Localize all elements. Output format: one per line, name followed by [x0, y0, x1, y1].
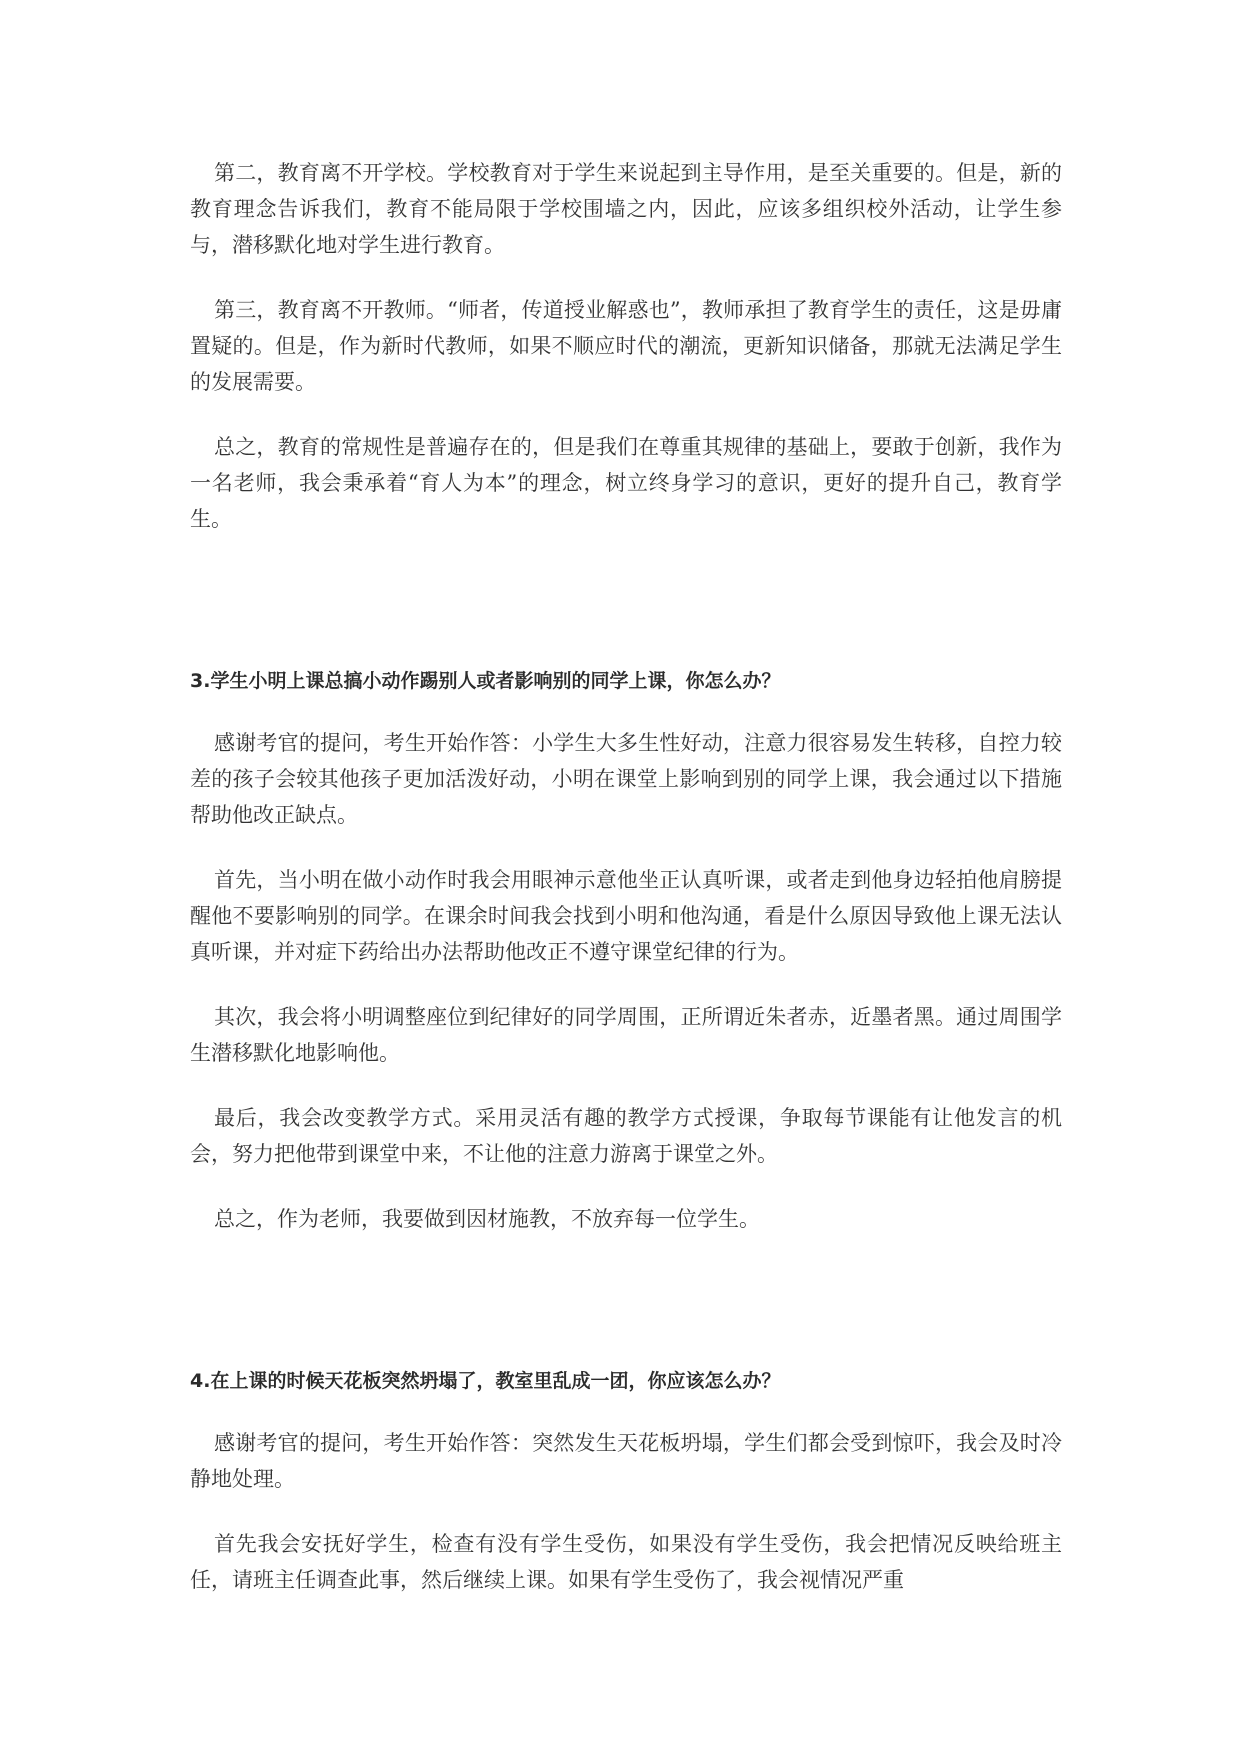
paragraph: 第三，教育离不开教师。“师者，传道授业解惑也”，教师承担了教育学生的责任，这是毋庸置疑的。但是，作为新时代教师，如果不顺应时代的潮流，更新知识储备，那就无法满足学生的发展需要。	[190, 298, 1062, 394]
question-heading: 3.学生小明上课总搞小动作踢别人或者影响别的同学上课，你怎么办？	[190, 670, 781, 692]
paragraph: 总之，教育的常规性是普遍存在的，但是我们在尊重其规律的基础上，要敢于创新，我作为一名老师，我会秉承着“育人为本”的理念，树立终身学习的意识，更好的提升自己，教育学生。	[190, 435, 1062, 531]
paragraph: 其次，我会将小明调整座位到纪律好的同学周围，正所谓近朱者赤，近墨者黑。通过周围学生潜移默化地影响他。	[190, 1005, 1062, 1065]
paragraph: 第二，教育离不开学校。学校教育对于学生来说起到主导作用，是至关重要的。但是，新的教育理念告诉我们，教育不能局限于学校围墙之内，因此，应该多组织校外活动，让学生参与，潜移默化地对学生进行教育。	[190, 161, 1062, 257]
paragraph: 感谢考官的提问，考生开始作答：突然发生天花板坍塌，学生们都会受到惊吓，我会及时冷静地处理。	[190, 1431, 1062, 1491]
paragraph: 首先我会安抚好学生，检查有没有学生受伤，如果没有学生受伤，我会把情况反映给班主任，请班主任调查此事，然后继续上课。如果有学生受伤了，我会视情况严重	[190, 1532, 1062, 1592]
paragraph: 总之，作为老师，我要做到因材施教，不放弃每一位学生。	[214, 1207, 760, 1231]
question-heading: 4.在上课的时候天花板突然坍塌了，教室里乱成一团，你应该怎么办？	[190, 1370, 781, 1392]
paragraph: 首先，当小明在做小动作时我会用眼神示意他坐正认真听课，或者走到他身边轻拍他肩膀提醒他不要影响别的同学。在课余时间我会找到小明和他沟通，看是什么原因导致他上课无法认真听课，并对症下药给出办法帮助他改正不遵守课堂纪律的行为。	[190, 868, 1062, 964]
document-page	[190, 155, 1062, 1598]
paragraph: 最后，我会改变教学方式。采用灵活有趣的教学方式授课，争取每节课能有让他发言的机会，努力把他带到课堂中来，不让他的注意力游离于课堂之外。	[190, 1106, 1062, 1166]
paragraph: 感谢考官的提问，考生开始作答：小学生大多生性好动，注意力很容易发生转移，自控力较差的孩子会较其他孩子更加活泼好动，小明在课堂上影响到别的同学上课，我会通过以下措施帮助他改正缺点。	[190, 731, 1062, 827]
